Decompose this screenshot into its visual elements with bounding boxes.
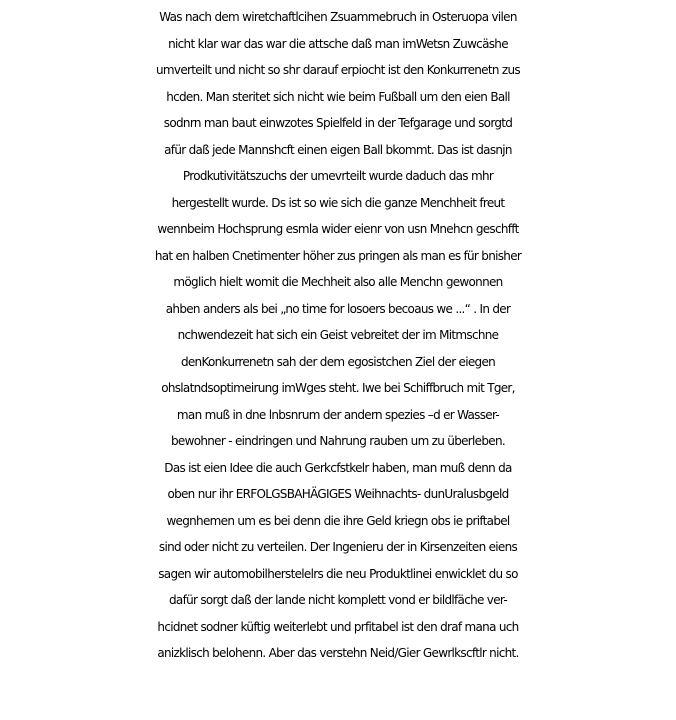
text-line-11: möglich hielt womit die Mechheit also alle Menchn gewonnen — [173, 275, 503, 289]
text-line-19: oben nur ihr ERFOLGSBAHÄGIGES Weihnachts- dunUralusbgeld — [167, 487, 509, 501]
text-line-15: ohslatndsoptimeirung imWges steht. Iwe bei Schiffbruch mit Tger, — [161, 381, 515, 395]
text-line-23: dafür sorgt daß der lande nicht komplett vond er bildlfäche ver- — [169, 593, 507, 607]
text-line-2: nicht klar war das war die attsche daß man imWetsn Zuwcäshe — [168, 36, 508, 51]
text-line-22: sagen wir automobilherstelelrs die neu Produktlinei enwicklet du so — [158, 566, 518, 581]
text-line-17: bewohner - eindringen und Nahrung rauben um zu überleben. — [171, 434, 505, 448]
text-line-7: Prodkutivitätszuchs der umevrteilt wurde daduch das mhr — [182, 169, 494, 183]
text-line-16: man muß in dne lnbsnrum der andern spezies –d er Wasser- — [176, 407, 500, 422]
text-line-9: wennbeim Hochsprung esmla wider eienr von usn Mnehcn geschfft — [157, 222, 519, 236]
text-line-8: hergestellt wurde. Ds ist so wie sich die ganze Menchheit freut — [171, 195, 505, 210]
text-line-21: sind oder nicht zu verteilen. Der Ingenieru der in Kirsenzeiten eiens — [158, 540, 518, 554]
text-line-12: ahben anders als bei „no time for losoers becoaus we ...“ . In der — [165, 301, 511, 316]
text-line-14: denKonkurrenetn sah der dem egosistchen Ziel der eiegen — [180, 354, 496, 369]
text-line-24: hcidnet sodner küftig weiterlebt und prfitabel ist den draf mana uch — [157, 619, 519, 634]
text-line-1: Was nach dem wiretchaftlcihen Zsuammebruch in Osteruopa vilen — [159, 10, 517, 24]
text-line-6: afür daß jede Mannshcft einen eigen Ball bkommt. Das ist dasnjn — [164, 142, 512, 157]
text-line-3: umverteilt und nicht so shr darauf erpiocht ist den Konkurrenetn zus — [156, 63, 520, 77]
text-line-10: hat en halben Cnetimenter höher zus pringen als man es für bnisher — [154, 248, 522, 263]
text-line-4: hcden. Man steritet sich nicht wie beim Fußball um den eien Ball — [166, 89, 510, 104]
text-line-18: Das ist eien Idee die auch Gerkcfstkelr haben, man muß denn da — [164, 460, 512, 475]
text-line-5: sodnrn man baut einwzotes Spielfeld in der Tefgarage und sorgtd — [163, 116, 513, 130]
text-line-13: nchwendezeit hat sich ein Geist vebreitet der im Mitmschne — [177, 328, 499, 342]
text-line-20: wegnhemen um es bei denn die ihre Geld kriegn obs ie priftabel — [166, 513, 510, 528]
body-paragraph — [0, 4, 676, 667]
text-line-25: anizklisch belohenn. Aber das verstehn Neid/Gier Gewrlkscftlr nicht. — [157, 646, 519, 660]
